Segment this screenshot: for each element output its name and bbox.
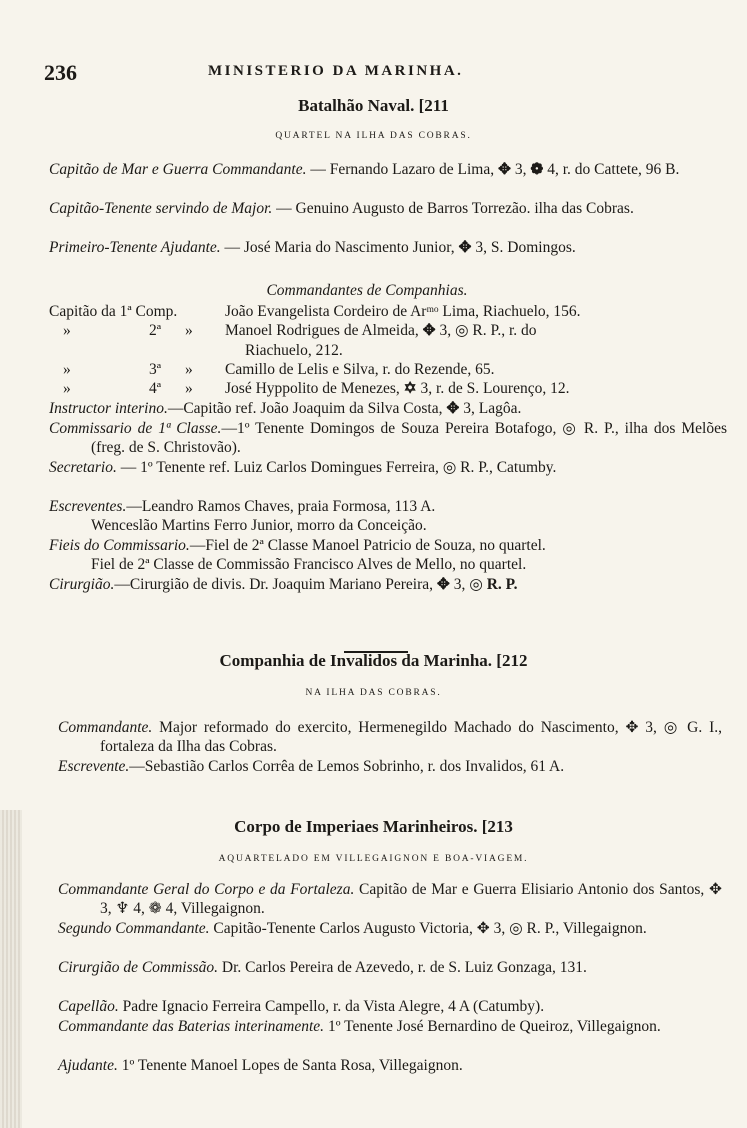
entry-text: Capitão-Tenente Carlos Augusto Victoria, ✥ 3, ◎ R. P., Villegaignon. — [213, 920, 647, 937]
entry-commandante — [49, 160, 727, 179]
entry-marinheiros-ajudante — [58, 1056, 722, 1075]
entry-text: José Hyppolito de Menezes, — [225, 380, 400, 398]
entry-text: —Leandro Ramos Chaves, praia Formosa, 113 A. — [126, 498, 436, 515]
entry-invalidos-commandante — [58, 718, 722, 757]
ditto-cell: » — [63, 322, 71, 340]
cross-icon: ✥ — [422, 322, 436, 340]
entry-text: 4, r. do Cattete, 96 B. — [547, 161, 680, 178]
name-cell — [225, 360, 689, 379]
entry-secretario — [49, 458, 727, 477]
role-label: Commandante das Baterias interinamente. — [58, 1018, 325, 1035]
entry-text: Capitão de Mar e Guerra Elisiario Antonio dos Santos, ✥ 3, ♆ 4, ❁ 4, Villegaignon. — [100, 881, 722, 918]
entry-text: — José Maria do Nascimento Junior, — [224, 239, 455, 256]
entry-text: 1º Tenente José Bernardino de Queiroz, Villegaignon. — [327, 1018, 661, 1035]
section-title-invalidos: Companhia de Invalidos da Marinha. [212 — [219, 651, 528, 670]
table-row — [49, 360, 689, 379]
role-label: Cirurgião. — [49, 576, 115, 593]
entry-text: —Capitão ref. João Joaquim da Silva Costa, — [167, 400, 443, 417]
name-cell — [225, 321, 689, 340]
role-label: Instructor interino. — [49, 400, 168, 417]
running-title: MINISTERIO DA MARINHA. — [208, 63, 464, 79]
entry-text: Camillo de Lelis e Silva, r. do Rezende, 65. — [225, 360, 495, 378]
entry-commissario — [49, 419, 727, 458]
table-row — [49, 321, 689, 340]
cross-icon: ✥ — [446, 400, 460, 417]
entry-marinheiros-commandante — [58, 880, 722, 919]
role-label: Commandante. — [58, 719, 153, 736]
section-title-batalhao: Batalhão Naval. [211 — [298, 96, 449, 115]
entry-text: —Cirurgião de divis. Dr. Joaquim Mariano Pereira, — [114, 576, 434, 593]
page-header — [0, 60, 747, 90]
table-row — [49, 379, 689, 398]
role-label: Capitão-Tenente servindo de Major. — [49, 200, 273, 217]
page-number: 236 — [44, 60, 77, 85]
table-row — [49, 302, 689, 321]
entry-instructor — [49, 399, 727, 418]
entry-text: — Genuino Augusto de Barros Torrezão. ilha das Cobras. — [276, 200, 634, 217]
role-label: Escrevente. — [58, 758, 130, 775]
entry-text: —1º Tenente Domingos de Souza Pereira Botafogo, ◎ R. P., ilha dos Melões (freg. de S. Christovão). — [91, 420, 727, 457]
rose-icon: ❁ — [530, 161, 544, 178]
role-label: Ajudante. — [58, 1057, 118, 1074]
entry-text: 3, — [439, 322, 452, 340]
ordinal-cell: 3ª — [149, 360, 162, 378]
entry-text: Padre Ignacio Ferreira Campello, r. da Vista Alegre, 4 A (Catumby). — [122, 998, 545, 1015]
entry-escreventes — [49, 497, 727, 516]
entry-text: — 1º Tenente ref. Luiz Carlos Domingues Ferreira, ◎ R. P., Catumby. — [120, 459, 557, 476]
entry-fieis — [49, 536, 727, 555]
section-title-marinheiros: Corpo de Imperiaes Marinheiros. [213 — [234, 817, 513, 836]
ditto-cell: » — [185, 380, 193, 398]
entry-text: —Sebastião Carlos Corrêa de Lemos Sobrinho, r. dos Invalidos, 61 A. — [129, 758, 565, 775]
order-rose-icon: ◎ — [469, 576, 483, 593]
entry-text: 3, Lagôa. — [463, 400, 522, 417]
role-label: Fieis do Commissario. — [49, 537, 190, 554]
entry-cirurgiao-commissao — [58, 958, 722, 977]
subheading-companhias: Commandantes de Companhias. — [266, 282, 468, 299]
name-cell — [225, 379, 689, 398]
entry-text: 3, S. Domingos. — [475, 239, 576, 256]
ditto-cell: » — [63, 380, 71, 398]
companhias-table — [49, 302, 689, 398]
entry-text: Manoel Rodrigues de Almeida, — [225, 322, 419, 340]
role-label: Escreventes. — [49, 498, 127, 515]
entry-capellao — [58, 997, 722, 1016]
cross-icon: ✥ — [458, 239, 472, 256]
rank-cell: Capitão da 1ª Comp. — [49, 303, 178, 320]
role-label: Segundo Commandante. — [58, 920, 210, 937]
entry-text: R. P. — [486, 576, 518, 593]
entry-text: Major reformado do exercito, Hermenegildo Machado do Nascimento, ✥ 3, ◎ G. I., fortaleza da Ilha das Cobras. — [100, 719, 722, 756]
entry-text: 3, — [453, 576, 466, 593]
star-icon: ✡ — [403, 380, 417, 398]
entry-text: R. P., r. do — [472, 322, 537, 340]
entry-capitao-tenente — [49, 199, 727, 218]
entry-text: —Fiel de 2ª Classe Manoel Patricio de Souza, no quartel. — [189, 537, 546, 554]
section-subtitle-marinheiros: AQUARTELADO EM VILLEGAIGNON E BOA-VIAGEM. — [218, 854, 529, 864]
name-cell-continuation: Riachuelo, 212. — [245, 341, 343, 359]
entry-ajudante — [49, 238, 727, 257]
entry-text: 3, r. de S. Lourenço, 12. — [420, 380, 570, 398]
entry-fieis-line2: Fiel de 2ª Classe de Commissão Francisco Alves de Mello, no quartel. — [91, 556, 527, 573]
section-subtitle-batalhao: QUARTEL NA ILHA DAS COBRAS. — [275, 131, 472, 141]
entry-text: João Evangelista Cordeiro de Arᵐᵒ Lima, Riachuelo, 156. — [225, 303, 581, 320]
cross-icon: ✥ — [436, 576, 450, 593]
entry-invalidos-escrevente — [58, 757, 722, 776]
role-label: Secretario. — [49, 459, 117, 476]
entry-commandante-baterias — [58, 1017, 722, 1036]
table-row-continuation — [49, 341, 689, 360]
cross-icon: ✥ — [497, 161, 511, 178]
entry-text: Dr. Carlos Pereira de Azevedo, r. de S. Luiz Gonzaga, 131. — [221, 959, 587, 976]
entry-text: 1º Tenente Manoel Lopes de Santa Rosa, Villegaignon. — [121, 1057, 463, 1074]
role-label: Capitão de Mar e Guerra Commandante. — [49, 161, 307, 178]
entry-escreventes-line2: Wenceslão Martins Ferro Junior, morro da Conceição. — [91, 517, 427, 534]
role-label: Cirurgião de Commissão. — [58, 959, 219, 976]
section-subtitle-invalidos: NA ILHA DAS COBRAS. — [305, 688, 442, 698]
ditto-cell: » — [185, 360, 193, 378]
ordinal-cell: 2ª — [149, 322, 162, 340]
ditto-cell: » — [63, 360, 71, 378]
name-cell — [225, 302, 689, 321]
ordinal-cell: 4ª — [149, 380, 162, 398]
entry-text: — Fernando Lazaro de Lima, — [310, 161, 495, 178]
role-label: Primeiro-Tenente Ajudante. — [49, 239, 221, 256]
order-rose-icon: ◎ — [454, 322, 469, 340]
role-label: Commissario de 1ª Classe. — [49, 420, 222, 437]
entry-segundo-commandante — [58, 919, 722, 938]
entry-cirurgiao — [49, 575, 727, 594]
role-label: Commandante Geral do Corpo e da Fortaleza. — [58, 881, 355, 898]
role-label: Capellão. — [58, 998, 119, 1015]
entry-text: 3, — [514, 161, 527, 178]
ditto-cell: » — [185, 322, 193, 340]
